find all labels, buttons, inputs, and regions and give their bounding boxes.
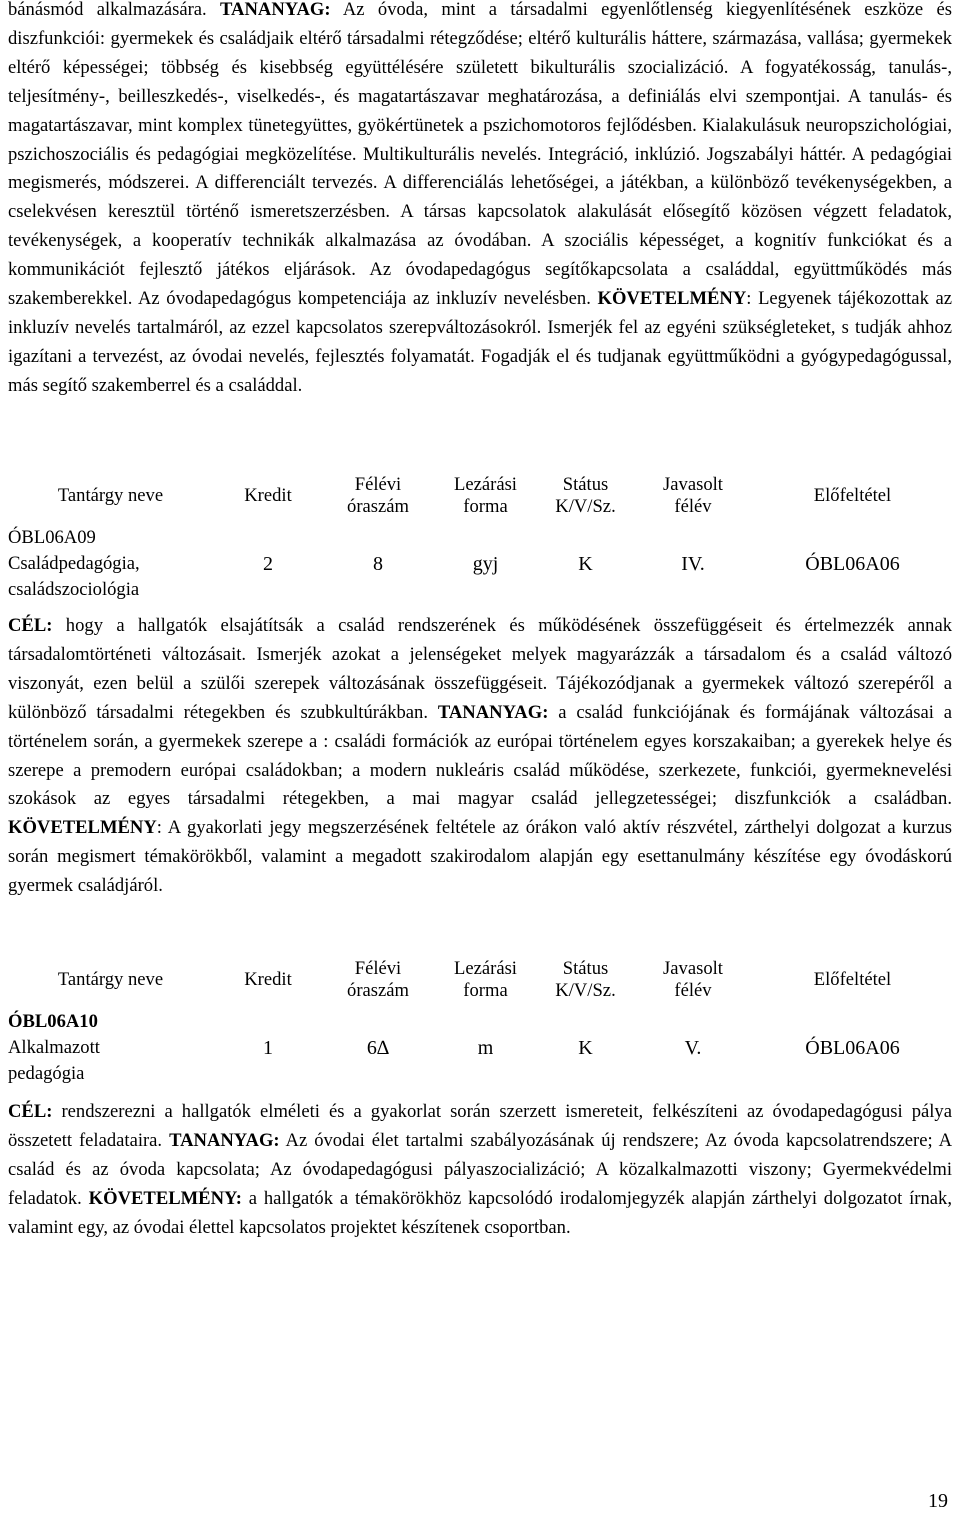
header-credit: Kredit [244,485,292,506]
course-semester: V. [684,1036,702,1059]
bold-label: TANANYAG: [220,0,331,20]
header-semester: Javasolt félév [663,474,723,517]
text-run: bánásmód alkalmazására. [8,0,221,20]
course-prereq: ÓBL06A06 [805,1036,900,1059]
course-table-2 [8,952,952,1088]
bold-label: TANANYAG: [437,701,549,723]
course-credit: 2 [263,552,273,575]
header-hours: Félévi óraszám [347,958,409,1001]
course-hours: 6∆ [366,1036,390,1059]
text-run: Az óvodai élet tartalmi szabályozásának új rendszere; Az óvoda kapcsolatrendszere; A család és az óvoda kapcsolata; Az óvodapedagógusi pályaszocializáció; A közalkalmazotti viszony; Gyermekvédelmi feladatok. [8,1129,953,1209]
course-title-line-1: Alkalmazott [8,1037,100,1058]
header-status: Státus K/V/Sz. [555,958,616,1001]
bold-label: KÖVETELMÉNY: [88,1187,242,1209]
header-form: Lezárási forma [454,474,517,517]
header-name: Tantárgy neve [57,485,164,506]
course-table-1 [8,468,952,604]
bold-label: TANANYAG: [169,1129,280,1151]
course-status: K [578,552,593,575]
header-hours: Félévi óraszám [347,474,409,517]
course-title-line-2: pedagógia [8,1063,85,1084]
text-run: a hallgatók a témakörökhöz kapcsolódó irodalomjegyzék alapján zárthelyi dolgozatot írnak, valamint egy, az óvodai élettel kapcsolatos projektet készítenek csoportban. [8,1187,952,1238]
bold-label: CÉL: [8,615,53,636]
text-run: Az óvoda, mint a társadalmi egyenlőtlenség kiegyenlítésének eszköze és diszfunkciói: gyermekek és családjaik eltérő társadalmi rétegződése; eltérő kulturális háttere, származása, vallása; gyermekek eltérő képességei; többség és kisebbség együttélésére született bikulturális szocializáció. A fogyatékosság, tanulás-, teljesítmény-, beilleszkedés-, viselkedés-, és magatartászavar meghatározása, a definiálás elvi szempontjai. A tanulás- és magatartászavar, mint komplex tünetegyüttes, gyökértünetek a pszichomotoros fejlődésben. Kialakulásuk neuropszichológiai, pszichoszociális és pedagógiai megközelítése. Multikulturális nevelés. Integráció, inklúzió. Jogszabályi háttér. A pedagógiai megismerés, módszerei. A differenciált tervezés. A differenciálás lehetőségei, a játékban, a különböző tevékenységekben, a cselekvésen keresztül történő ismeretszerzésben. A társas kapcsolatok alakulását elősegítő közösen végzett feladatok, tevékenységek, a kooperatív technikák alkalmazása az óvodában. A szociális képességet, a kognitív funkciókat és a kommunikációt fejlesztő játékos eljárások. Az óvodapedagógus segítőkapcsolata a családdal, együttműködés más szakemberekkel. Az óvodapedagógus kompetenciája az inkluzív nevelésben. [8,0,952,310]
page-number: 19 [928,1490,948,1512]
course-code: ÓBL06A09 [8,527,96,548]
paragraph-2 [8,612,952,901]
course-status: K [578,1036,593,1059]
course-name-cell [8,524,213,604]
text-run: : A gyakorlati jegy megszerzésének feltétele az órákon való aktív részvétel, zárthelyi dolgozat a kurzus során megismert témakörökből, valamint a megadott szakirodalom alapján egy esettanulmány készítése egy óvodáskorú gyermek családjáról. [8,817,952,897]
bold-label: KÖVETELMÉNY [8,817,157,839]
paragraph-1 [8,0,952,401]
course-title-line-1: Családpedagógia, [8,553,140,574]
text-run: : Legyenek tájékozottak az inkluzív nevelés tartalmáról, az ezzel kapcsolatos szerepváltozásokról. Ismerjék fel az egyéni szükségleteket, s tudják ahhoz igazítani a tervezést, az óvodai nevelés, fejlesztés folyamatát. Fogadják el és tudjanak együttműködni a gyógypedagógussal, más segítő szakemberrel és a családdal. [8,288,952,396]
course-code: ÓBL06A10 [8,1011,98,1032]
course-semester: IV. [681,552,705,575]
course-form: m [477,1036,494,1059]
text-run: a család funkciójának és formájának változásai a történelem során, a gyermekek szerepe a : családi formációk az európai történelem egyes korszakaiban; a gyerekek helye és szerepe a premodern európai családokban; a modern nukleáris család működése, szerkezete, funkciói, gyermeknevelési szokások az egyes társadalmi rétegekben, a mai magyar család jellegzetességei; diszfunkciók a családban. [8,701,952,810]
course-title-line-2: családszociológia [8,579,140,600]
course-credit: 1 [263,1036,273,1059]
bold-label: CÉL: [8,1101,53,1122]
paragraph-3 [8,1098,952,1243]
text-run: rendszerezni a hallgatók elméleti és a gyakorlat során szerzett ismereteit, felkészíteni az óvodapedagógusi pálya összetett feladataira. [8,1101,952,1151]
header-name: Tantárgy neve [57,969,164,990]
course-name-cell [8,1008,213,1088]
header-prereq: Előfeltétel [813,485,892,506]
header-prereq: Előfeltétel [813,969,892,990]
course-prereq: ÓBL06A06 [805,552,900,575]
header-form: Lezárási forma [454,958,517,1001]
text-run: hogy a hallgatók elsajátítsák a család rendszerének és működésének összefüggéseit és értelmezzék annak társadalomtörténeti változásait. Ismerjék azokat a jelenségeket melyek magyarázzák a társadalom és a család változó viszonyát, ezen belül a szülői szerepek változásának összefüggéseit. Tájékozódjanak a gyermekek változó szerepéről a különböző társadalmi rétegekben és szubkultúrákban. [8,615,952,723]
header-credit: Kredit [244,969,292,990]
header-status: Státus K/V/Sz. [555,474,616,517]
course-form: gyj [472,552,499,575]
bold-label: KÖVETELMÉNY [597,288,747,310]
course-hours: 8 [373,552,383,575]
header-semester: Javasolt félév [663,958,723,1001]
